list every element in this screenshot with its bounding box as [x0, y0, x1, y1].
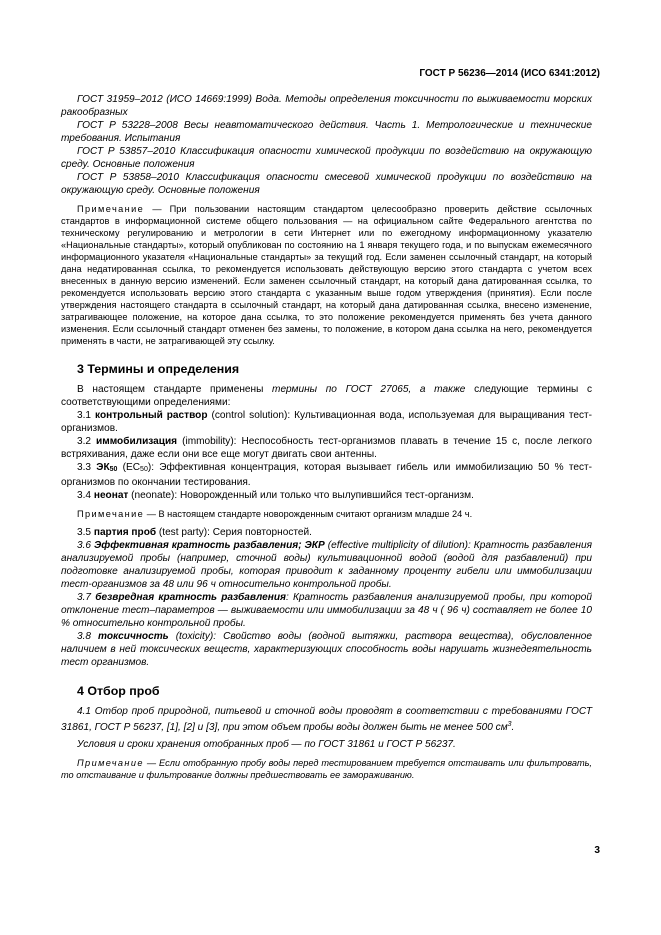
note-text: — В настоящем стандарте новорожденным считают организм младше 24 ч.	[144, 509, 473, 519]
term-3-3	[61, 461, 592, 489]
term-name	[96, 462, 117, 473]
term-number: 3.2	[77, 436, 97, 447]
term-definition: : Кратность разбавления анализируемой пробы, при которой отклонение тест–параметров — выживаемости или иммобилизации за 48 ч ( 96 ч) составляет не более 10 % относительно контрольной пробы.	[61, 592, 592, 629]
superscript: 3	[507, 721, 512, 728]
paragraph-text: 4.1 Отбор проб природной, питьевой и сточной воды проводят в соответствии с требованиями ГОСТ 31861, ГОСТ Р 56237, [1], [2] и [3], при этом объем пробы воды должен быть не менее 500 см	[61, 706, 592, 733]
term-definition: (neonate): Новорожденный или только что вылупившийся тест-организм.	[128, 490, 474, 501]
reference-item: ГОСТ 31959–2012 (ИСО 14669:1999) Вода. Методы определения токсичности по выживаемости морских ракообразных	[61, 94, 592, 118]
term-3-5	[61, 526, 592, 539]
term-name: токсичность	[98, 631, 169, 642]
section-3-title: 3 Термины и определения	[77, 362, 240, 376]
term-subscript: 50	[109, 466, 118, 473]
note-label: Примечание	[77, 204, 145, 214]
note-label: Примечание	[77, 758, 144, 768]
term-number: 3.7	[77, 592, 96, 603]
page-number: 3	[594, 845, 600, 856]
reference-item: ГОСТ Р 53228–2008 Весы неавтоматического действия. Часть 1. Метрологические и технические требования. Испытания	[61, 120, 592, 144]
term-name: партия проб	[93, 527, 157, 538]
term-3-8	[61, 630, 592, 669]
term-definition: (control solution): Культивационная вода, используемая для выращивания тест-организмов.	[61, 410, 592, 434]
term-name: безвредная кратность разбавления	[95, 592, 286, 603]
page-content	[61, 93, 592, 781]
term-number: 3.3	[77, 462, 97, 473]
reference-item: ГОСТ Р 53857–2010 Классификация опасности химической продукции по воздействию на окружающую среду. Основные положения	[61, 146, 592, 170]
note-label: Примечание	[77, 509, 145, 519]
term-name: Эффективная кратность разбавления; ЭКР	[94, 540, 325, 551]
term-number: 3.8	[77, 631, 99, 642]
term-3-1	[61, 409, 592, 435]
term-name: неонат	[93, 490, 129, 501]
term-definition: ): Эффективная концентрация, которая вызывает гибель или иммобилизацию 50 % тест-организмов по окончании тестирования.	[61, 462, 593, 488]
intro-text-end: следующие термины с соответствующими определениями:	[61, 384, 593, 408]
term-definition: (toxicity): Свойство воды (водной вытяжки, раствора вещества), обусловленное наличием в ней токсических веществ, характеризующих способность воды нарушать жизнедеятельность тест организмов.	[61, 631, 592, 668]
term-name-text: ЭК	[96, 462, 110, 473]
page-header: ГОСТ Р 56236—2014 (ИСО 6341:2012)	[419, 68, 600, 79]
term-number: 3.4	[77, 490, 94, 501]
note-filtering	[61, 757, 592, 781]
term-definition: (test party): Серия повторностей.	[156, 527, 312, 538]
section-4-storage: Условия и сроки хранения отобранных проб — по ГОСТ 31861 и ГОСТ Р 56237.	[77, 739, 456, 750]
note-references	[61, 203, 592, 347]
term-3-2	[61, 435, 592, 461]
paren-subscript: 50	[140, 466, 148, 473]
section-4-title: 4 Отбор проб	[77, 684, 160, 698]
term-paren: (EC	[117, 462, 141, 473]
term-number: 3.6	[77, 540, 95, 551]
term-number: 3.1	[77, 410, 96, 421]
term-name: иммобилизация	[96, 436, 178, 447]
term-definition: (immobility): Неспособность тест-организмов плавать в течение 15 с, после легкого встряхивания, даже если они все еще могут двигать свои антенны.	[61, 436, 592, 460]
term-number: 3.5	[77, 527, 94, 538]
note-neonate	[61, 508, 592, 520]
section-4-1	[61, 705, 592, 734]
intro-text: В настоящем стандарте применены	[77, 384, 273, 395]
reference-item: ГОСТ Р 53858–2010 Классификация опасности смесевой химической продукции по воздействию на окружающую среду. Основные положения	[61, 172, 592, 196]
term-3-7	[61, 591, 592, 630]
note-text: — Если отобранную пробу воды перед тестированием требуется отстаивать или фильтровать, то отстаивание и фильтрование должны предшествовать ее замораживанию.	[61, 758, 592, 780]
paragraph-end: .	[511, 722, 515, 733]
term-3-4	[61, 489, 592, 502]
note-text: — При пользовании настоящим стандартом целесообразно проверить действие ссылочных стандартов в информационной системе общего пользования — на официальном сайте Федерального агентства по техническому регулированию и метрологии в сети Интернет или по ежегодному информационному указателю «Национальные стандарты», который опубликован по состоянию на 1 января текущего года, и по выпускам ежемесячного информационного указателя «Национальные стандарты» за текущий год. Если заменен ссылочный стандарт, на который дана недатированная ссылка, то рекомендуется использовать действующую версию этого стандарта с учетом всех внесенных в данную версию изменений. Если заменен ссылочный стандарт, на который дана датированная ссылка, то рекомендуется использовать версию этого стандарта с указанным выше годом утверждения (принятия). Если после утверждения настоящего стандарта в ссылочный стандарт, на который дана датированная ссылка, внесено изменение, затрагивающее положение, на которое дана ссылка, то это положение рекомендуется применять без учета данного изменения. Если ссылочный стандарт отменен без замены, то положение, в котором дана ссылка на него, рекомендуется применять в части, не затрагивающей эту ссылку.	[61, 204, 592, 346]
term-3-6	[61, 539, 592, 591]
intro-italic: термины по ГОСТ 27065, а также	[272, 384, 466, 395]
term-definition: (effective multiplicity of dilution): Кратность разбавления анализируемой пробы (например, сточной воды) культивационной водой (водой для разбавлений) при подготовке анализируемой пробы, которая приводит к заданному проценту гибели или иммобилизации тест-организмов за 48 или 96 ч относительно контрольной пробы.	[61, 540, 592, 590]
term-name: контрольный раствор	[95, 410, 208, 421]
section-3-intro	[61, 383, 592, 409]
